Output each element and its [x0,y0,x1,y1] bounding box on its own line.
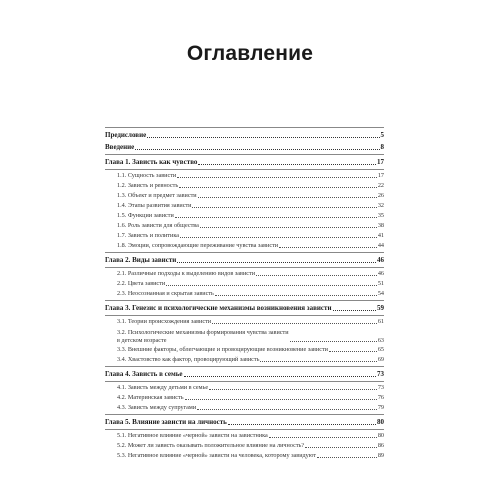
dot-leader [209,389,377,390]
dot-leader [256,275,377,276]
toc-page-number: 76 [377,394,384,401]
toc-entry[interactable] [105,241,384,251]
toc-entry[interactable] [105,317,384,327]
dot-leader [228,424,376,425]
toc-entry[interactable] [105,355,384,365]
toc-entry[interactable] [105,403,384,413]
toc-page-number: 79 [377,404,384,411]
dot-leader [269,437,377,438]
divider-line [105,315,384,316]
toc-entry-label: 3.1. Теории происхождения зависти [117,318,212,325]
toc-entry[interactable] [105,201,384,211]
dot-leader [329,351,377,352]
divider-line [105,267,384,268]
dot-leader [198,164,376,165]
dot-leader [305,447,377,448]
toc-entry[interactable] [105,345,384,355]
toc-entry-label: Глава 5. Влияние зависти на личность [105,418,227,426]
toc-entry-label: 5.1. Негативное влияние «черной» зависти на завистника [117,432,268,439]
toc-entry[interactable] [105,327,384,345]
toc-entry-label: Введение [105,143,135,151]
dot-leader [179,187,377,188]
toc-entry-label: 1.2. Зависть и ревность [117,182,179,189]
dot-leader [177,262,376,263]
toc-page-number: 5 [380,131,384,139]
toc-entry-label: 4.3. Зависть между супругами [117,404,197,411]
toc-page-number: 73 [377,370,384,378]
dot-leader [200,227,377,228]
toc-entry-label: 5.3. Негативное влияние «черной» зависти на человека, которому завидуют [117,452,316,459]
toc-entry-label: 3.3. Внешние факторы, облегчающие и провоцирующие возникновение зависти [117,346,328,353]
toc-page-number: 44 [377,242,384,249]
dot-leader [184,376,376,377]
divider-line [105,154,384,155]
dot-leader [185,399,377,400]
toc-page-number: 59 [377,304,384,312]
toc-entry-label: 1.3. Объект и предмет зависти [117,192,197,199]
toc-section[interactable] [105,141,384,153]
toc-entry[interactable] [105,211,384,221]
dot-leader [192,207,376,208]
toc-page-number: 61 [377,318,384,325]
toc-entry[interactable] [105,431,384,441]
toc-entry-label: 1.8. Эмоции, сопровождающие переживание чувства зависти [117,242,279,249]
dot-leader [212,323,377,324]
toc-page-number: 41 [377,232,384,239]
toc-section[interactable] [105,129,384,141]
toc-entry-label: 5.2. Может ли зависть оказывать положительное влияние на личность? [117,442,305,449]
divider-line [105,381,384,382]
dot-leader [215,295,377,296]
table-of-contents [105,126,384,461]
toc-entry-label: Глава 4. Зависть в семье [105,370,183,378]
toc-page-number: 35 [377,212,384,219]
toc-entry-label: Глава 1. Зависть как чувство [105,158,198,166]
toc-entry-label: 2.2. Цвета зависти [117,280,166,287]
toc-chapter[interactable] [105,416,384,428]
dot-leader [175,217,377,218]
toc-entry-label-line2: в детском возрасте [117,337,167,344]
dot-leader [177,177,377,178]
dot-leader [166,285,377,286]
dot-leader [260,361,376,362]
toc-page-number: 73 [377,384,384,391]
toc-page-number: 69 [377,356,384,363]
toc-chapter[interactable] [105,302,384,314]
divider-line [105,127,384,128]
dot-leader [197,409,377,410]
toc-entry-label: 1.5. Функции зависти [117,212,174,219]
toc-page-number: 86 [377,442,384,449]
toc-entry[interactable] [105,451,384,461]
toc-entry[interactable] [105,383,384,393]
toc-entry-label: 1.7. Зависть и политика [117,232,179,239]
toc-entry[interactable] [105,171,384,181]
toc-entry[interactable] [105,231,384,241]
toc-page-number: 63 [377,337,384,344]
divider-line [105,169,384,170]
toc-page-number: 17 [377,172,384,179]
toc-page-number: 38 [377,222,384,229]
dot-leader [333,310,376,311]
dot-leader [198,197,377,198]
dot-leader [317,457,377,458]
toc-entry-label: 2.1. Различные подходы к выделению видов зависти [117,270,256,277]
toc-entry-label: 3.4. Хвастовство как фактор, провоцирующий зависть [117,356,260,363]
toc-page-number: 32 [377,202,384,209]
dot-leader [180,237,377,238]
dot-leader [290,341,377,342]
page-title: Оглавление [186,42,314,65]
toc-page-number: 89 [377,452,384,459]
toc-entry-label: Глава 3. Генезис и психологические механизмы возникновения зависти [105,304,332,312]
toc-page-number: 46 [377,256,384,264]
toc-entry-label: 1.4. Этапы развития зависти [117,202,192,209]
toc-entry-label: 4.2. Материнская зависть [117,394,184,401]
toc-chapter[interactable] [105,156,384,168]
dot-leader [147,137,379,138]
dot-leader [135,149,379,150]
toc-page-number: 80 [377,432,384,439]
toc-page-number: 17 [377,158,384,166]
toc-page-number: 8 [380,143,384,151]
toc-entry-label-line1: 3.2. Психологические механизмы формирования чувства зависти [117,329,289,336]
toc-page-number: 54 [377,290,384,297]
toc-entry-label: 4.1. Зависть между детьми в семье [117,384,209,391]
toc-chapter[interactable] [105,254,384,266]
toc-page-number: 22 [377,182,384,189]
toc-entry[interactable] [105,269,384,279]
toc-entry[interactable] [105,181,384,191]
divider-line [105,252,384,253]
toc-entry-label [117,329,289,345]
divider-line [105,300,384,301]
toc-entry-label: Предисловие [105,131,147,139]
toc-page-number: 26 [377,192,384,199]
toc-entry[interactable] [105,191,384,201]
toc-entry[interactable] [105,289,384,299]
toc-entry[interactable] [105,393,384,403]
toc-page-number: 46 [377,270,384,277]
toc-entry[interactable] [105,441,384,451]
toc-page-number: 51 [377,280,384,287]
toc-entry-label: 2.3. Неосознанная и скрытая зависть [117,290,214,297]
divider-line [105,414,384,415]
toc-page-number: 65 [377,346,384,353]
toc-entry[interactable] [105,221,384,231]
divider-line [105,429,384,430]
toc-chapter[interactable] [105,368,384,380]
toc-entry[interactable] [105,279,384,289]
toc-entry-label: 1.1. Сущность зависти [117,172,177,179]
dot-leader [279,247,377,248]
toc-page-number: 80 [377,418,384,426]
toc-entry-label: 1.6. Роль зависти для общества [117,222,199,229]
toc-entry-label: Глава 2. Виды зависти [105,256,177,264]
divider-line [105,366,384,367]
